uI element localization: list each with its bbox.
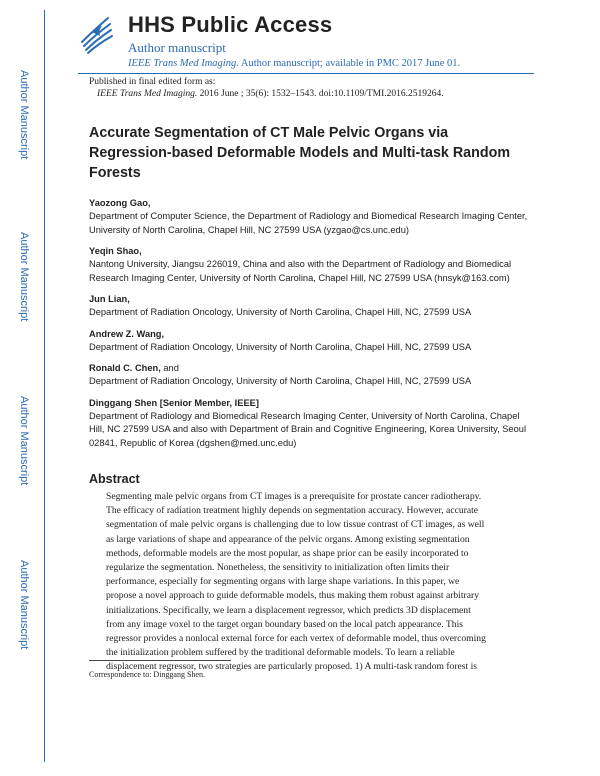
abstract-line: displacement regressor, two strategies are particularly proposed. 1) A multi-task random forest is	[106, 661, 478, 673]
sidebar-label-author-manuscript: Author Manuscript	[18, 70, 30, 160]
journal-status-line	[128, 58, 460, 69]
header-subtitle: Author manuscript	[128, 40, 226, 55]
abstract-line: the initialization problem suffered by the traditional deformable models. To learn a reliable	[106, 647, 455, 659]
author-affiliation: Department of Radiology and Biomedical Research Imaging Center, University of North Carolina, Chapel Hill, NC 27599 USA and also with Department of Brain and Cognitive Engineering, Korea University, Seoul 02841, Republic of Korea (dgshen@med.unc.edu)	[89, 410, 527, 448]
author-affiliation: Department of Radiation Oncology, University of North Carolina, Chapel Hill, NC, 27599 USA	[89, 341, 472, 352]
author-name: Andrew Z. Wang,	[89, 328, 165, 339]
author-entry	[89, 245, 529, 285]
hhs-eagle-logo-icon	[78, 12, 114, 56]
author-affiliation: Department of Radiation Oncology, University of North Carolina, Chapel Hill, NC, 27599 USA	[89, 376, 472, 386]
abstract-line: methods, deformable models are the most popular, as shape prior can be easily incorporated to	[106, 547, 469, 559]
journal-name: IEEE Trans Med Imaging.	[128, 58, 239, 69]
sidebar-rule	[44, 10, 45, 762]
header-title: HHS Public Access	[128, 12, 333, 37]
author-list	[89, 197, 529, 458]
sidebar-label-author-manuscript: Author Manuscript	[18, 396, 30, 486]
abstract-line: from any image voxel to the target organ boundary based on the local patch appearance. This	[106, 618, 463, 630]
abstract-heading: Abstract	[89, 472, 140, 486]
abstract-body	[106, 490, 526, 675]
abstract-line: initializations. Specifically, we learn a displacement regressor, which predicts 3D displacement	[106, 604, 471, 616]
author-entry	[89, 397, 529, 451]
abstract-line: regressor provides a nonlocal external force for each vertex of deformable model, thus overcoming	[106, 633, 486, 645]
footnote-divider	[89, 660, 231, 661]
author-affiliation: Department of Computer Science, the Department of Radiology and Biomedical Research Imaging Center, University of North Carolina, Chapel Hill, NC 27599 USA (yzgao@cs.unc.edu)	[89, 211, 528, 235]
abstract-line: regularize the segmentation. Nonetheless, the sensitivity to initialization often limits their	[106, 562, 450, 574]
author-name-text: Ronald C. Chen,	[89, 363, 161, 373]
journal-status: Author manuscript; available in PMC 2017 June 01.	[238, 58, 461, 69]
author-name: Yeqin Shao,	[89, 246, 142, 256]
author-name	[89, 362, 529, 375]
published-label: Published in final edited form as:	[89, 77, 216, 87]
author-name: Dinggang Shen [Senior Member, IEEE]	[89, 397, 259, 408]
citation-details: 2016 June ; 35(6): 1532–1543. doi:10.1109/TMI.2016.2519264.	[197, 89, 444, 99]
abstract-line: propose a novel approach to guide deformable models, thus making them robust against arbitrary	[106, 590, 479, 602]
sidebar-label-author-manuscript: Author Manuscript	[18, 232, 30, 322]
author-affiliation: Nantong University, Jiangsu 226019, China and also with the Department of Radiology and Biomedical Research Imaging Center, University of North Carolina, Chapel Hill, NC 27599 USA (hnsyk@163.com)	[89, 259, 512, 283]
author-name: Yaozong Gao,	[89, 198, 151, 208]
abstract-line: The efficacy of radiation treatment highly depends on segmentation accuracy. However, accurate	[106, 505, 479, 517]
citation-journal: IEEE Trans Med Imaging.	[97, 89, 198, 99]
abstract-line: performance, especially for segmenting organs with large shape variations. In this paper, we	[106, 576, 460, 588]
author-name: Jun Lian,	[89, 294, 130, 304]
footnote-correspondence: Correspondence to: Dinggang Shen.	[89, 670, 205, 679]
author-affiliation: Department of Radiation Oncology, University of North Carolina, Chapel Hill, NC, 27599 USA	[89, 307, 472, 317]
abstract-line: as large variations of shape and appearance of the pelvic organs. Among existing segmentation	[106, 533, 470, 545]
author-entry	[89, 328, 529, 355]
author-name-suffix: and	[160, 363, 179, 373]
author-entry	[89, 293, 529, 320]
header-divider	[78, 73, 534, 74]
citation-line	[97, 89, 444, 99]
sidebar-label-author-manuscript: Author Manuscript	[18, 560, 30, 650]
abstract-line: Segmenting male pelvic organs from CT images is a prerequisite for prostate cancer radiotherapy.	[106, 491, 482, 502]
author-entry	[89, 362, 529, 389]
article-title: Accurate Segmentation of CT Male Pelvic Organs via Regression-based Deformable Models and Multi-task Random Forests	[89, 125, 511, 181]
abstract-line: segmentation of male pelvic organs is challenging due to low tissue contrast of CT images, as well	[106, 519, 485, 531]
author-entry	[89, 197, 529, 237]
